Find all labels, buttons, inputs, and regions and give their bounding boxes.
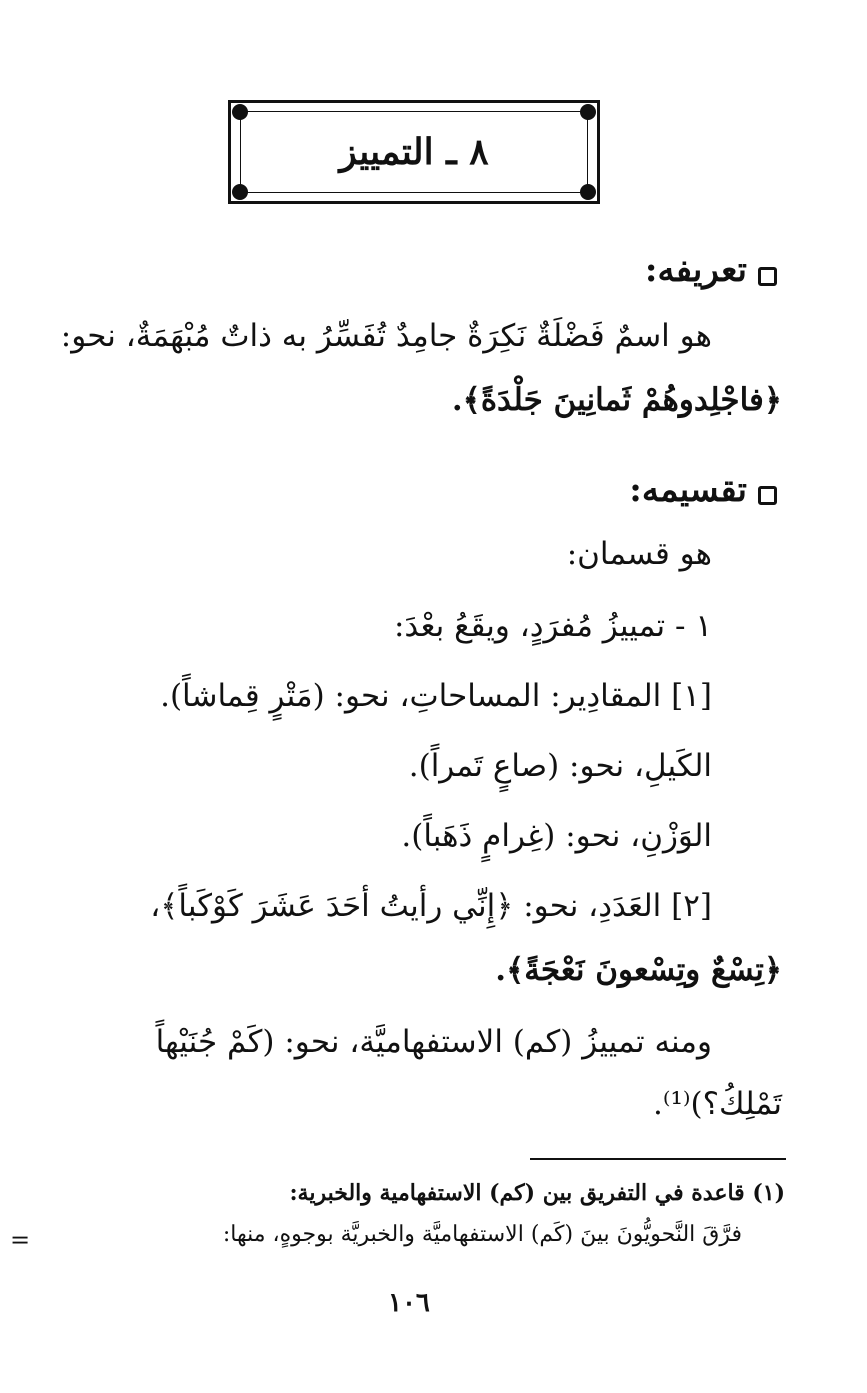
division-line-1: هو قسمان: — [566, 536, 712, 572]
section-heading-definition: تعريفه: — [644, 250, 747, 290]
page-number: ١٠٦ — [388, 1288, 430, 1318]
square-bullet-icon — [758, 267, 777, 286]
division-line-2: ١ - تمييزُ مُفرَدٍ، ويقَعُ بعْدَ: — [393, 608, 712, 644]
section-heading-division: تقسيمه: — [629, 470, 747, 510]
footnote-line-1: (١) قاعدة في التفريق بين (كم) الاستفهامية والخبرية: — [289, 1180, 785, 1206]
definition-line-2: ﴿فاجْلِدوهُمْ ثَمانِينَ جَلْدَةً﴾. — [451, 382, 782, 418]
division-line-3: [١] المقادِير: المساحاتِ، نحو: (مَتْرٍ قِماشاً). — [160, 678, 712, 714]
division-line-9: تَمْلِكُ؟)⁽¹⁾. — [652, 1086, 782, 1122]
division-line-4: الكَيلِ، نحو: (صاعٍ تَمراً). — [408, 748, 712, 784]
division-line-8: ومنه تمييزُ (كم) الاستفهاميَّة، نحو: (كَمْ جُنَيْهاً — [155, 1024, 712, 1060]
definition-line-1: هو اسمٌ فَضْلَةٌ نَكِرَةٌ جامِدٌ تُفَسِّرُ به ذاتٌ مُبْهَمَةٌ، نحو: — [60, 318, 712, 354]
continuation-mark: = — [10, 1226, 31, 1254]
footnote-separator — [530, 1158, 786, 1160]
division-line-7: ﴿تِسْعٌ وتِسْعونَ نَعْجَةً﴾. — [495, 952, 782, 988]
footnote-line-2: فرَّقَ النَّحويُّونَ بينَ (كَم) الاستفهاميَّة والخبريَّة بوجوهٍ، منها: — [222, 1222, 742, 1247]
division-line-6: [٢] العَدَدِ، نحو: ﴿إِنِّي رأيتُ أحَدَ عَشَرَ كَوْكَباً﴾، — [150, 888, 712, 924]
chapter-title: ٨ ـ التمييز — [339, 131, 489, 173]
square-bullet-icon — [758, 486, 777, 505]
division-line-5: الوَزْنِ، نحو: (غِرامٍ ذَهَباً). — [401, 818, 712, 854]
